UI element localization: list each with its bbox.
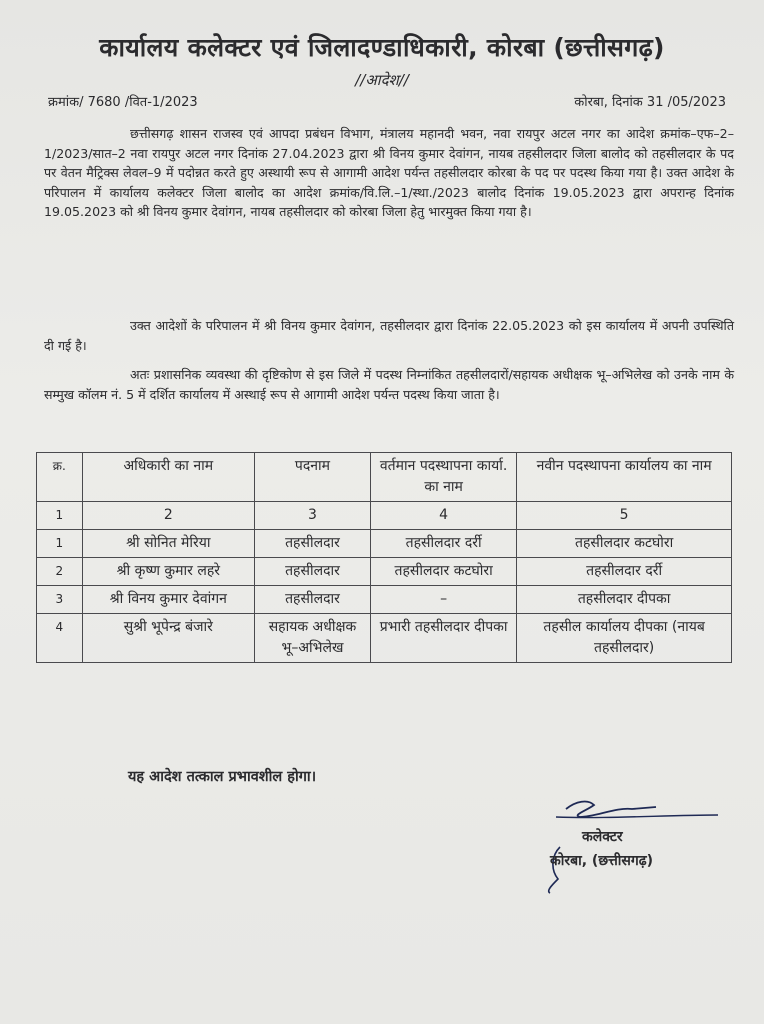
cell-officer-name: श्री सोनित मेरिया xyxy=(82,530,254,558)
posting-table xyxy=(36,452,732,663)
table-row xyxy=(37,530,732,558)
signatory-place: कोरबा, (छत्तीसगढ़) xyxy=(550,853,654,869)
cell-current-posting: प्रभारी तहसीलदार दीपका xyxy=(370,614,516,663)
cell-designation: तहसीलदार xyxy=(254,558,370,586)
cell-serial: 1 xyxy=(37,530,83,558)
signature-icon xyxy=(536,795,726,895)
cell-serial: 3 xyxy=(37,586,83,614)
place-date: कोरबा, दिनांक 31 /05/2023 xyxy=(574,95,726,110)
paragraph-2: उक्त आदेशों के परिपालन में श्री विनय कुमार देवांगन, तहसीलदार द्वारा दिनांक 22.05.2023 को इस कार्यालय में अपनी उपस्थिति दी गई है। xyxy=(44,318,734,353)
office-title: कार्यालय कलेक्टर एवं जिलादण्डाधिकारी, कोरबा (छत्तीसगढ़) xyxy=(99,33,665,62)
cell-designation: तहसीलदार xyxy=(254,586,370,614)
paragraph-3: अतः प्रशासनिक व्यवस्था की दृष्टिकोण से इस जिले में पदस्थ निम्नांकित तहसीलदारों/सहायक अधीक्षक भू–अभिलेख को उनके नाम के सम्मुख कॉलम नं. 5 में दर्शित कार्यालय में अस्थाई रूप से आगामी आदेश पर्यन्त पदस्थ किया जाता है। xyxy=(44,367,734,402)
cell-serial: 2 xyxy=(37,558,83,586)
header-serial: क्र. xyxy=(37,453,83,502)
table-row xyxy=(37,614,732,663)
col-number: 3 xyxy=(254,502,370,530)
signatory-title: कलेक्टर xyxy=(582,829,623,845)
cell-current-posting: तहसीलदार कटघोरा xyxy=(370,558,516,586)
effective-statement: यह आदेश तत्काल प्रभावशील होगा। xyxy=(128,769,317,785)
cell-current-posting: – xyxy=(370,586,516,614)
col-number: 5 xyxy=(517,502,732,530)
cell-officer-name: श्री विनय कुमार देवांगन xyxy=(82,586,254,614)
col-number: 1 xyxy=(37,502,83,530)
table-column-number-row xyxy=(37,502,732,530)
table-row xyxy=(37,586,732,614)
cell-new-posting: तहसीलदार दर्री xyxy=(517,558,732,586)
cell-designation: सहायक अधीक्षक भू–अभिलेख xyxy=(254,614,370,663)
cell-new-posting: तहसीलदार दीपका xyxy=(517,586,732,614)
paragraph-1: छत्तीसगढ़ शासन राजस्व एवं आपदा प्रबंधन विभाग, मंत्रालय महानदी भवन, नवा रायपुर अटल नगर का आदेश क्रमांक–एफ–2–1/2023/सात–2 नवा रायपुर अटल नगर दिनांक 27.04.2023 द्वारा श्री विनय कुमार देवांगन, नायब तहसीलदार जिला बालोद को तहसीलदार के पद पर वेतन मैट्रिक्स लेवल–9 में पदोन्नत करते हुए अस्थायी रूप से आगामी आदेश पर्यन्त तहसीलदार कोरबा के पद पर पदस्थ किया गया है। उक्त आदेश के परिपालन में कार्यालय कलेक्टर जिला बालोद का आदेश क्रमांक/वि.लि.–1/स्था./2023 बालोद दिनांक 19.05.2023 द्वारा अपरान्ह दिनांक 19.05.2023 को श्री विनय कुमार देवांगन, नायब तहसीलदार को कोरबा जिला हेतु भारमुक्त किया गया है। xyxy=(44,126,734,220)
cell-new-posting: तहसील कार्यालय दीपका (नायब तहसीलदार) xyxy=(517,614,732,663)
header-designation: पदनाम xyxy=(254,453,370,502)
table-row xyxy=(37,558,732,586)
header-officer-name: अधिकारी का नाम xyxy=(82,453,254,502)
cell-current-posting: तहसीलदार दर्री xyxy=(370,530,516,558)
cell-new-posting: तहसीलदार कटघोरा xyxy=(517,530,732,558)
cell-serial: 4 xyxy=(37,614,83,663)
col-number: 4 xyxy=(370,502,516,530)
header-current-posting: वर्तमान पदस्थापना कार्या. का नाम xyxy=(370,453,516,502)
cell-designation: तहसीलदार xyxy=(254,530,370,558)
header-new-posting: नवीन पदस्थापना कार्यालय का नाम xyxy=(517,453,732,502)
reference-row xyxy=(48,92,726,110)
cell-officer-name: श्री कृष्ण कुमार लहरे xyxy=(82,558,254,586)
col-number: 2 xyxy=(82,502,254,530)
cell-officer-name: सुश्री भूपेन्द्र बंजारे xyxy=(82,614,254,663)
order-number: क्रमांक/ 7680 /वित-1/2023 xyxy=(48,95,198,110)
order-heading: //आदेश// xyxy=(355,71,409,89)
table-header-row xyxy=(37,453,732,502)
